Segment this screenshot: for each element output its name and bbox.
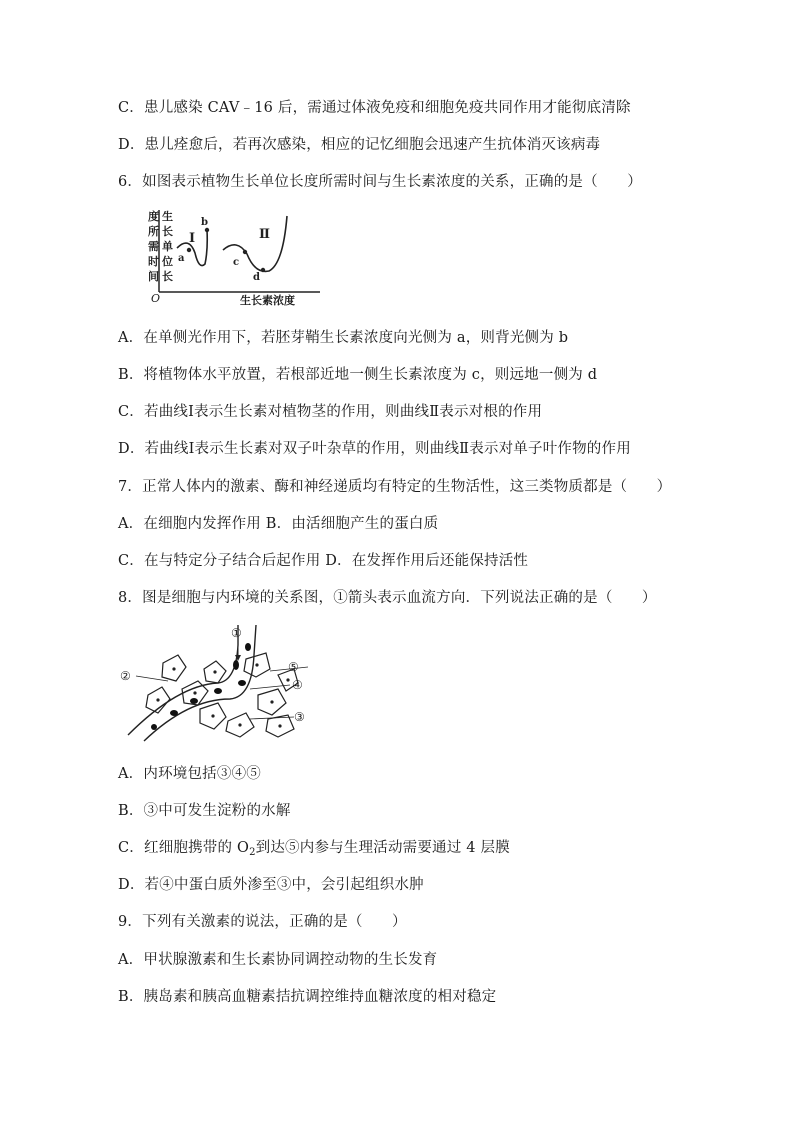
q7-options-cd: C．在与特定分子结合后起作用 D．在发挥作用后还能保持活性 (118, 553, 529, 569)
point-c-label: c (233, 257, 240, 268)
q5-option-c: C．患儿感染 CAV﹣16 后，需通过体液免疫和细胞免疫共同作用才能彻底清除 (118, 100, 631, 116)
q7-options-ab: A．在细胞内发挥作用 B．由活细胞产生的蛋白质 (118, 516, 439, 532)
point-d (261, 268, 265, 272)
ylabel-col1-4: 间 (148, 270, 159, 283)
q8-option-d: D．若④中蛋白质外渗至③中，会引起组织水肿 (118, 877, 424, 893)
ylabel-col2-4: 长 (162, 270, 173, 283)
point-d-label: d (253, 272, 260, 283)
q9-option-a: A．甲状腺激素和生长素协同调控动物的生长发育 (118, 952, 438, 968)
ylabel-col1-3: 时 (148, 255, 159, 268)
ylabel-col2-0: 生 (162, 210, 173, 223)
q8-option-c-sub: 2 (249, 847, 256, 858)
q6-stem: 6．如图表示植物生长单位长度所需时间与生长素浓度的关系，正确的是（ ） (118, 174, 642, 190)
point-a (187, 248, 191, 252)
point-c (243, 250, 247, 254)
label-2: ② (120, 669, 131, 683)
ylabel-col1-1: 所 (148, 225, 159, 238)
q8-option-c-pre: C．红细胞携带的 O (118, 840, 250, 856)
q6-option-a: A．在单侧光作用下，若胚芽鞘生长素浓度向光侧为 a，则背光侧为 b (118, 330, 569, 346)
q8-option-c-post: 到达⑤内参与生理活动需要通过 4 层膜 (255, 840, 510, 856)
q6-option-b: B．将植物体水平放置，若根部近地一侧生长素浓度为 c，则远地一侧为 d (118, 367, 598, 383)
label-5: ⑤ (288, 660, 299, 674)
q8-option-a: A．内环境包括③④⑤ (118, 766, 261, 782)
ylabel-col2-2: 单 (162, 240, 173, 253)
ylabel-col1-0: 度 (148, 210, 159, 223)
q8-cell-environment-figure (118, 625, 318, 745)
q8-stem: 8．图是细胞与内环境的关系图，①箭头表示血流方向．下列说法正确的是（ ） (118, 590, 657, 606)
q7-stem: 7．正常人体内的激素、酶和神经递质均有特定的生物活性，这三类物质都是（ ） (118, 479, 672, 495)
origin-label: O (151, 292, 161, 305)
q9-stem: 9．下列有关激素的说法，正确的是（ ） (118, 914, 407, 930)
q9-option-b: B．胰岛素和胰高血糖素拮抗调控维持血糖浓度的相对稳定 (118, 989, 497, 1005)
q6-option-c: C．若曲线Ⅰ表示生长素对植物茎的作用，则曲线Ⅱ表示对根的作用 (118, 404, 543, 420)
point-a-label: a (178, 253, 185, 264)
q6-option-d: D．若曲线Ⅰ表示生长素对双子叶杂草的作用，则曲线Ⅱ表示对单子叶作物的作用 (118, 441, 631, 457)
label-4: ④ (292, 678, 303, 692)
q5-option-d: D．患儿痊愈后，若再次感染，相应的记忆细胞会迅速产生抗体消灭该病毒 (118, 137, 601, 153)
label-1: ① (231, 626, 242, 640)
point-b-label: b (201, 217, 208, 228)
x-axis-label: 生长素浓度 (240, 294, 295, 307)
q8-option-c (118, 838, 510, 858)
point-b (205, 228, 209, 232)
q8-option-b: B．③中可发生淀粉的水解 (118, 803, 291, 819)
curve-2-label: Ⅱ (259, 227, 270, 242)
q6-growth-curve-figure (145, 208, 320, 310)
ylabel-col2-3: 位 (162, 255, 173, 268)
ylabel-col2-1: 长 (162, 225, 173, 238)
ylabel-col1-2: 需 (148, 240, 159, 253)
label-3: ③ (294, 710, 305, 724)
curve-1-label: Ⅰ (189, 231, 196, 246)
